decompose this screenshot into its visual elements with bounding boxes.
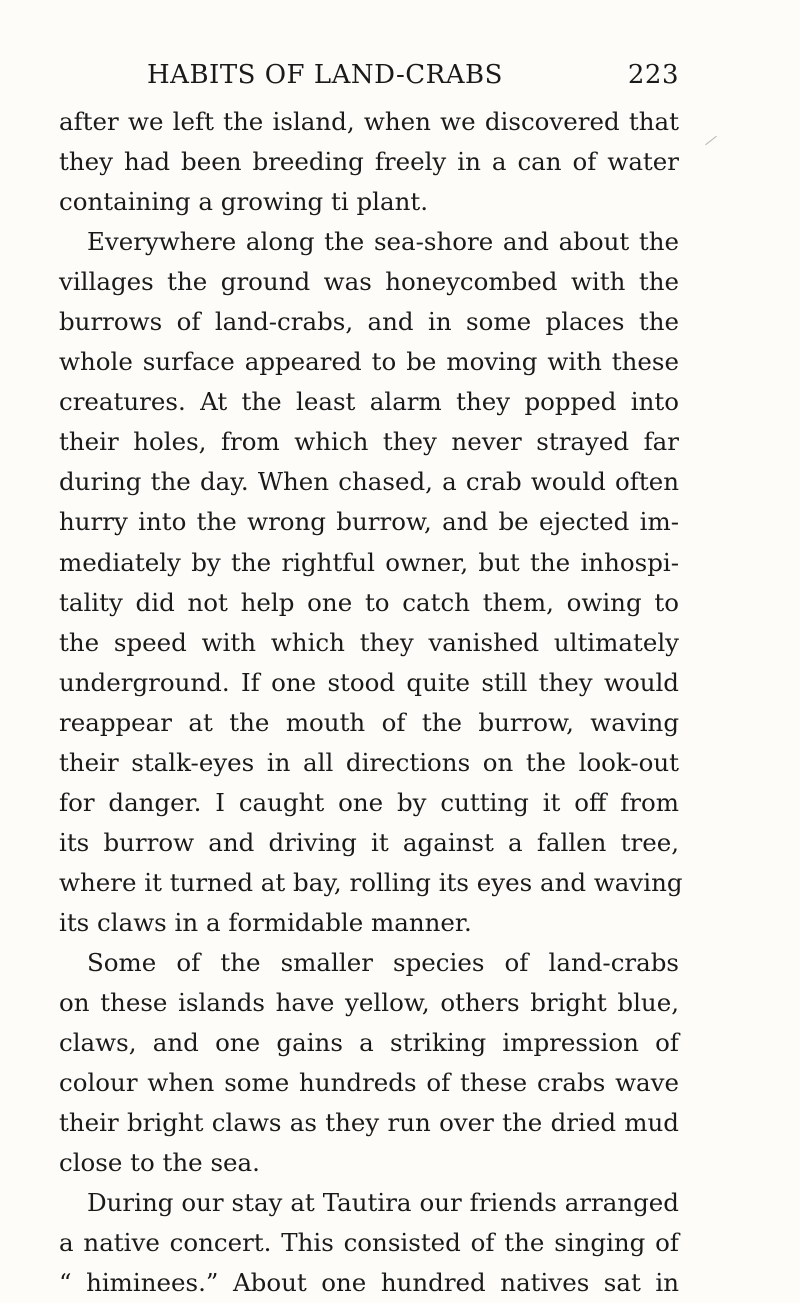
text-line: reappear at the mouth of the burrow, waving (59, 707, 679, 737)
text-line: their bright claws as they run over the dried mud (59, 1108, 679, 1138)
text-line: tality did not help one to catch them, owing to (59, 587, 679, 617)
text-line: mediately by the rightful owner, but the inhospi- (59, 547, 679, 577)
text-line: burrows of land-crabs, and in some places the (59, 307, 679, 337)
text-line: where it turned at bay, rolling its eyes and waving (59, 867, 683, 897)
text-line: the speed with which they vanished ultimately (59, 627, 679, 657)
paper-mark (705, 136, 717, 145)
text-line: villages the ground was honeycombed with the (59, 267, 679, 297)
text-line: “ himinees.” About one hundred natives sat in (59, 1268, 679, 1298)
page-number: 223 (627, 60, 679, 90)
text-line: for danger. I caught one by cutting it off from (59, 787, 679, 817)
text-line: their stalk-eyes in all directions on the look-out (59, 747, 679, 777)
text-line: During our stay at Tautira our friends arranged (87, 1188, 679, 1218)
text-line: their holes, from which they never strayed far (59, 427, 679, 457)
text-line: its burrow and driving it against a fallen tree, (59, 827, 679, 857)
body-text (59, 102, 683, 1303)
text-line: they had been breeding freely in a can of water (59, 147, 679, 177)
running-head: HABITS OF LAND-CRABS (147, 60, 503, 90)
text-line: colour when some hundreds of these crabs wave (59, 1068, 679, 1098)
text-line: underground. If one stood quite still they would (59, 667, 679, 697)
text-line: its claws in a formidable manner. (59, 907, 472, 937)
text-line: Some of the smaller species of land-crabs (87, 947, 679, 977)
text-line: during the day. When chased, a crab would often (59, 467, 679, 497)
page-header (59, 60, 679, 102)
text-line: on these islands have yellow, others bright blue, (59, 988, 679, 1018)
text-line: a native concert. This consisted of the singing of (59, 1228, 679, 1258)
book-page (59, 60, 683, 1303)
text-line: claws, and one gains a striking impression of (59, 1028, 679, 1058)
text-line: hurry into the wrong burrow, and be ejected im- (59, 507, 679, 537)
text-line: creatures. At the least alarm they popped into (59, 387, 679, 417)
text-line: containing a growing ti plant. (59, 187, 429, 217)
text-line: Everywhere along the sea-shore and about the (87, 227, 679, 257)
text-line: whole surface appeared to be moving with these (59, 347, 679, 377)
text-line: after we left the island, when we discovered that (59, 107, 679, 136)
text-line: close to the sea. (59, 1148, 260, 1178)
